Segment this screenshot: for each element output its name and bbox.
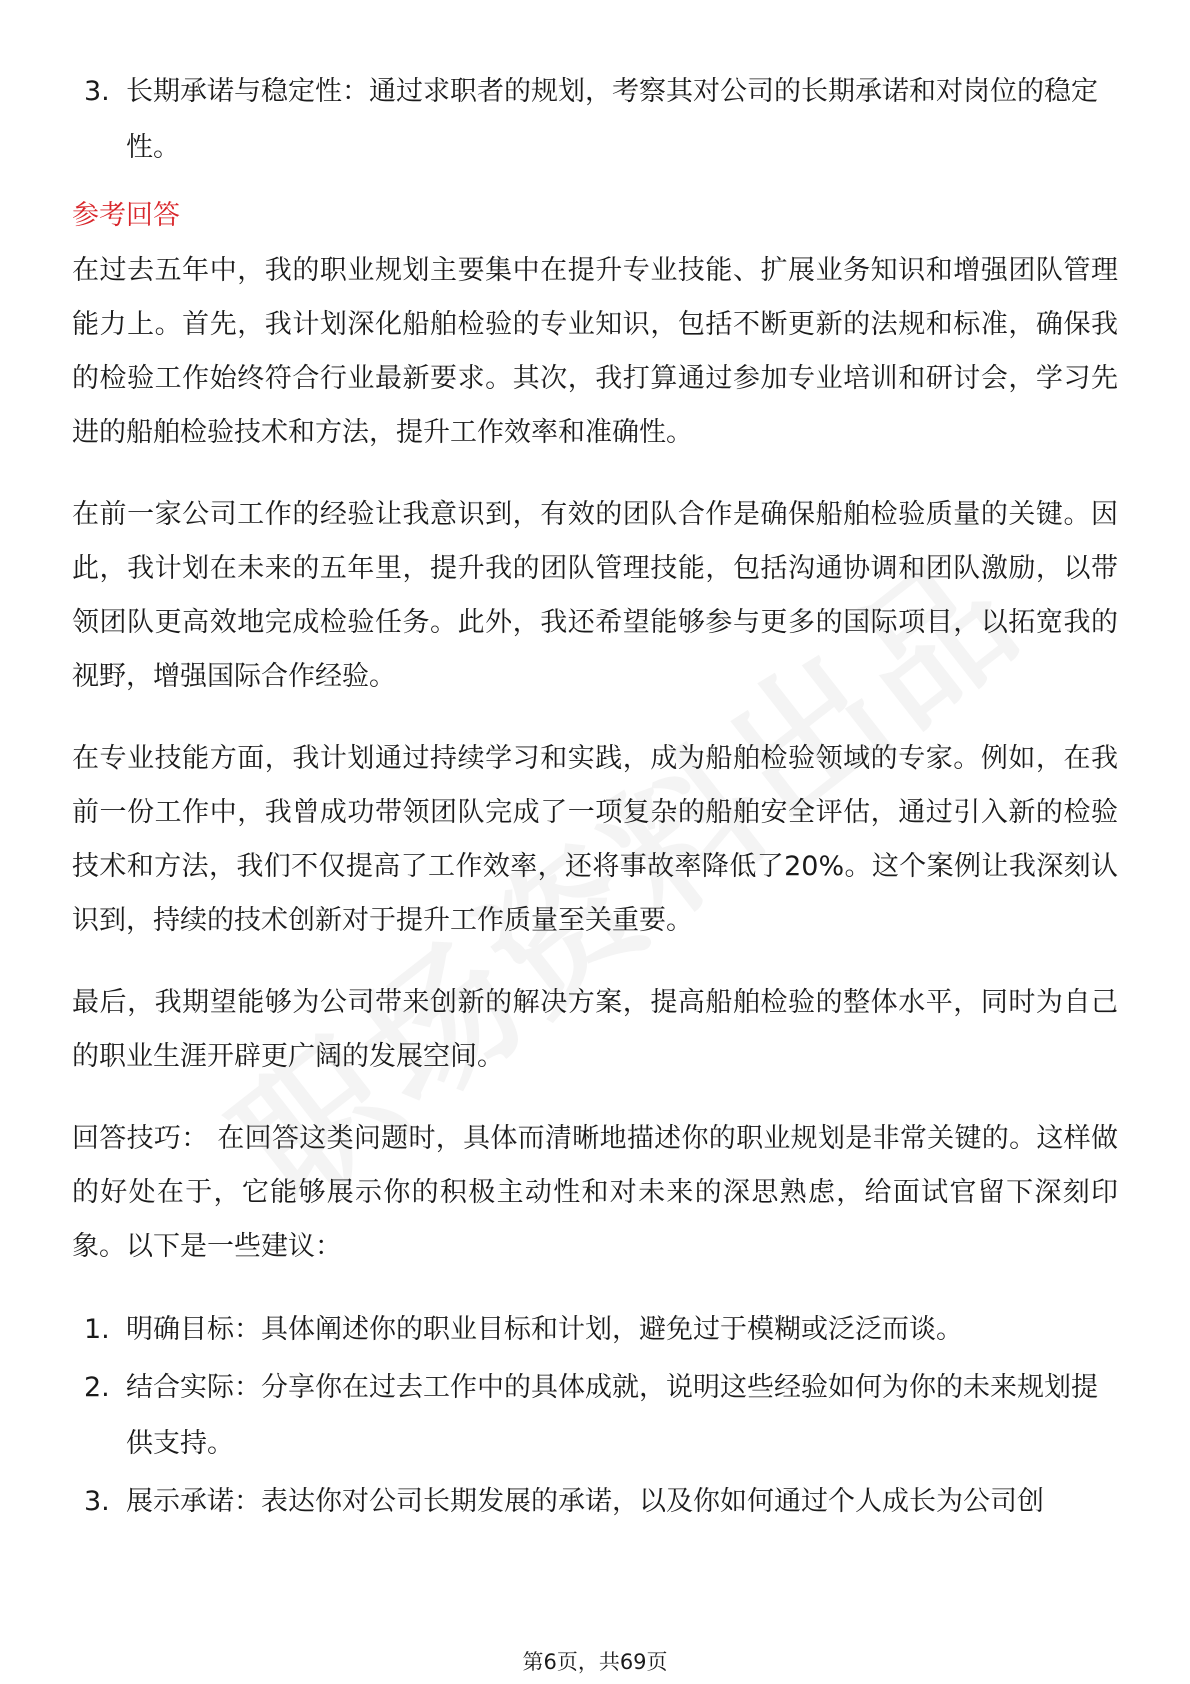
answer-heading: 参考回答 [72, 200, 180, 231]
answer-paragraph-2: 在前一家公司工作的经验让我意识到，有效的团队合作是确保船舶检验质量的关键。因此，我计划在未来的五年里，提升我的团队管理技能，包括沟通协调和团队激励，以带领团队更高效地完成检验任务。此外，我还希望能够参与更多的国际项目，以拓宽我的视野，增强国际合作经验。 [72, 499, 1118, 692]
answer-paragraph-1: 在过去五年中，我的职业规划主要集中在提升专业技能、扩展业务知识和增强团队管理能力上。首先，我计划深化船舶检验的专业知识，包括不断更新的法规和标准，确保我的检验工作始终符合行业最新要求。其次，我打算通过参加专业培训和研讨会，学习先进的船舶检验技术和方法，提升工作效率和准确性。 [72, 255, 1118, 448]
list-item-number: 2. [84, 1372, 110, 1403]
list-item-label: 结合实际： [126, 1372, 261, 1403]
list-item [72, 1474, 1118, 1530]
list-item-number: 1. [84, 1314, 110, 1345]
list-item-text: 表达你对公司长期发展的承诺，以及你如何通过个人成长为公司创 [261, 1486, 1044, 1517]
list-item-text: 通过求职者的规划，考察其对公司的长期承诺和对岗位的稳定性。 [126, 76, 1098, 163]
list-item [72, 64, 1118, 176]
list-item [72, 1360, 1118, 1472]
list-item [72, 1302, 1118, 1358]
list-item-text: 分享你在过去工作中的具体成就，说明这些经验如何为你的未来规划提供支持。 [126, 1372, 1098, 1459]
list-item-label: 长期承诺与稳定性： [126, 76, 369, 107]
answer-paragraph-3: 在专业技能方面，我计划通过持续学习和实践，成为船舶检验领域的专家。例如，在我前一份工作中，我曾成功带领团队完成了一项复杂的船舶安全评估，通过引入新的检验技术和方法，我们不仅提高了工作效率，还将事故率降低了20%。这个案例让我深刻认识到，持续的技术创新对于提升工作质量至关重要。 [72, 743, 1118, 936]
list-item-label: 明确目标： [126, 1314, 261, 1345]
answer-paragraph-4: 最后，我期望能够为公司带来创新的解决方案，提高船舶检验的整体水平，同时为自己的职业生涯开辟更广阔的发展空间。 [72, 987, 1118, 1072]
tips-intro-paragraph: 回答技巧： 在回答这类问题时，具体而清晰地描述你的职业规划是非常关键的。这样做的好处在于，它能够展示你的积极主动性和对未来的深思熟虑，给面试官留下深刻印象。以下是一些建议： [72, 1123, 1118, 1262]
list-item-number: 3. [84, 76, 110, 107]
tips-list [72, 1302, 1118, 1530]
list-item-text: 具体阐述你的职业目标和计划，避免过于模糊或泛泛而谈。 [261, 1314, 963, 1345]
list-item-number: 3. [84, 1486, 110, 1517]
page-number-footer: 第6页，共69页 [522, 1650, 668, 1674]
list-item-label: 展示承诺： [126, 1486, 261, 1517]
page-content [72, 64, 1118, 1532]
